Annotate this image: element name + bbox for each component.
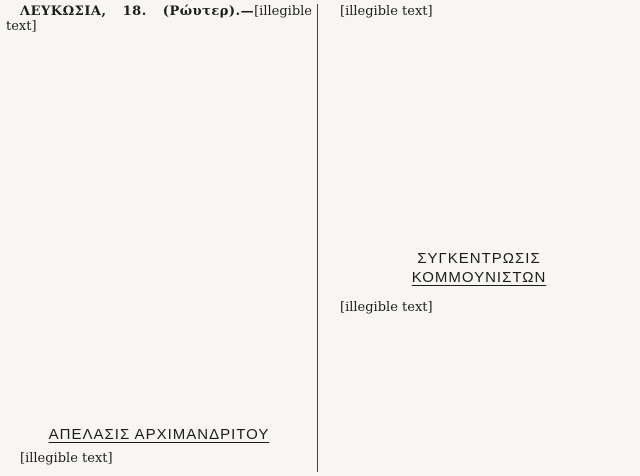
article-communists-block [326, 300, 632, 315]
article-nicosia-paragraph [6, 4, 312, 34]
article-nicosia-text: [illegible text] [6, 4, 312, 35]
heading-communists-line1: ΣΥΓΚΕΝΤΡΩΣΙΣ [417, 250, 541, 267]
heading-expulsion-text: ΑΠΕΛΑΣΙΣ ΑΡΧΙΜΑΝΔΡΙΤΟΥ [48, 426, 270, 443]
article-expulsion-continued-block [326, 4, 632, 19]
article-communists-text: [illegible text] [340, 300, 433, 315]
right-column [326, 4, 632, 472]
column-divider [317, 4, 318, 472]
dateline: ΛΕΥΚΩΣΙΑ, 18. (Ρώυτερ).— [20, 4, 255, 19]
heading-expulsion-archimandrite [6, 425, 312, 444]
article-expulsion-continued: [illegible text] [340, 4, 433, 19]
left-column [6, 4, 312, 472]
heading-communists-line2 [326, 268, 632, 287]
heading-communists-block [326, 249, 632, 287]
article-expulsion-start: [illegible text] [20, 451, 113, 466]
heading-communists-line2-text: ΚΟΜΜΟΥΝΙΣΤΩΝ [411, 269, 547, 286]
heading-expulsion-block [6, 425, 312, 444]
article-expulsion-start-block [6, 451, 312, 466]
